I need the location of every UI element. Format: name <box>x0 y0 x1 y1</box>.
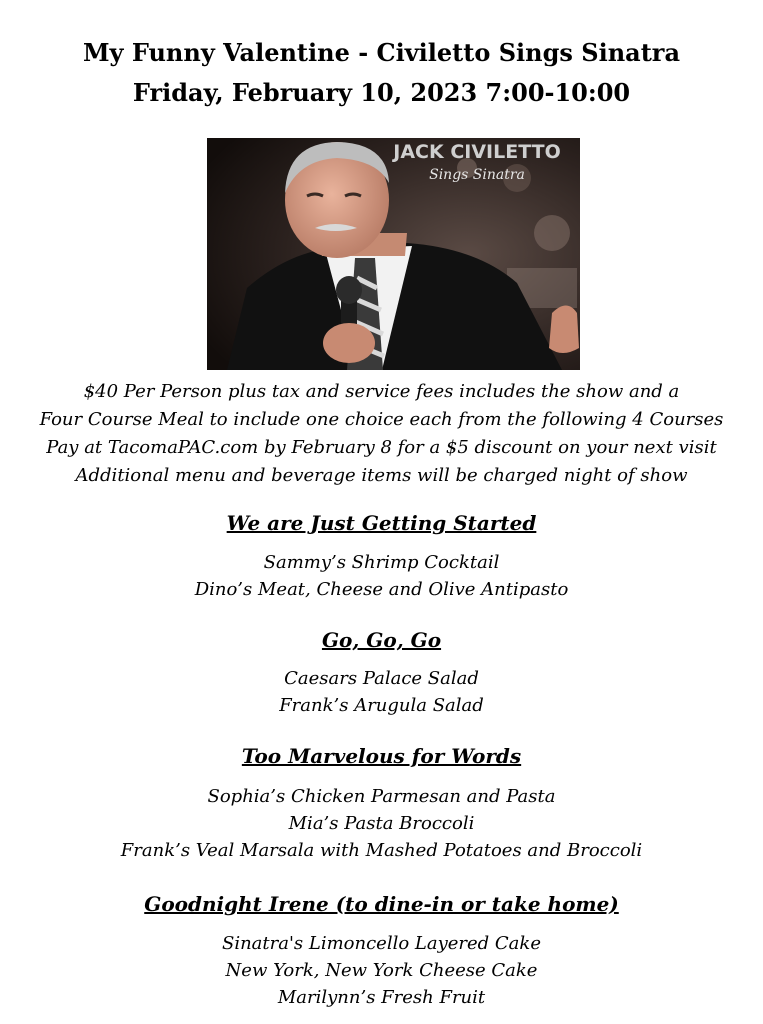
menu-item: Frank’s Veal Marsala with Mashed Potatoes and Broccoli <box>120 840 643 861</box>
menu-item: Mia’s Pasta Broccoli <box>288 813 475 834</box>
menu-item: Dino’s Meat, Cheese and Olive Antipasto <box>194 579 569 600</box>
menu-item: Marilynn’s Fresh Fruit <box>277 987 486 1008</box>
photo-brand-tagline: Sings Sinatra <box>429 167 525 183</box>
event-title: My Funny Valentine - Civiletto Sings Sinatra <box>82 38 680 67</box>
menu-item: Sinatra's Limoncello Layered Cake <box>222 933 541 954</box>
performer-photo <box>207 138 580 370</box>
course-1-items <box>0 549 763 603</box>
info-line: $40 Per Person plus tax and service fees includes the show and a <box>83 381 680 402</box>
pricing-info <box>0 378 763 490</box>
info-line: Four Course Meal to include one choice each from the following 4 Courses <box>39 409 724 430</box>
menu-item: Frank’s Arugula Salad <box>279 695 484 716</box>
course-3-heading: Too Marvelous for Words <box>241 744 522 768</box>
course-4-items <box>0 930 763 1011</box>
info-line: Additional menu and beverage items will be charged night of show <box>75 465 688 486</box>
photo-brand-name: JACK CIVILETTO <box>393 141 561 163</box>
course-2-heading: Go, Go, Go <box>321 628 442 652</box>
menu-item: Sophia’s Chicken Parmesan and Pasta <box>207 786 556 807</box>
course-4-heading: Goodnight Irene (to dine-in or take home) <box>144 892 619 916</box>
course-3-items <box>0 783 763 864</box>
menu-item: New York, New York Cheese Cake <box>225 960 538 981</box>
course-1-heading: We are Just Getting Started <box>226 511 537 535</box>
event-date-time: Friday, February 10, 2023 7:00-10:00 <box>132 78 631 107</box>
info-line: Pay at TacomaPAC.com by February 8 for a $5 discount on your next visit <box>46 437 717 458</box>
menu-item: Caesars Palace Salad <box>284 668 479 689</box>
course-2-items <box>0 665 763 719</box>
menu-item: Sammy’s Shrimp Cocktail <box>263 552 500 573</box>
